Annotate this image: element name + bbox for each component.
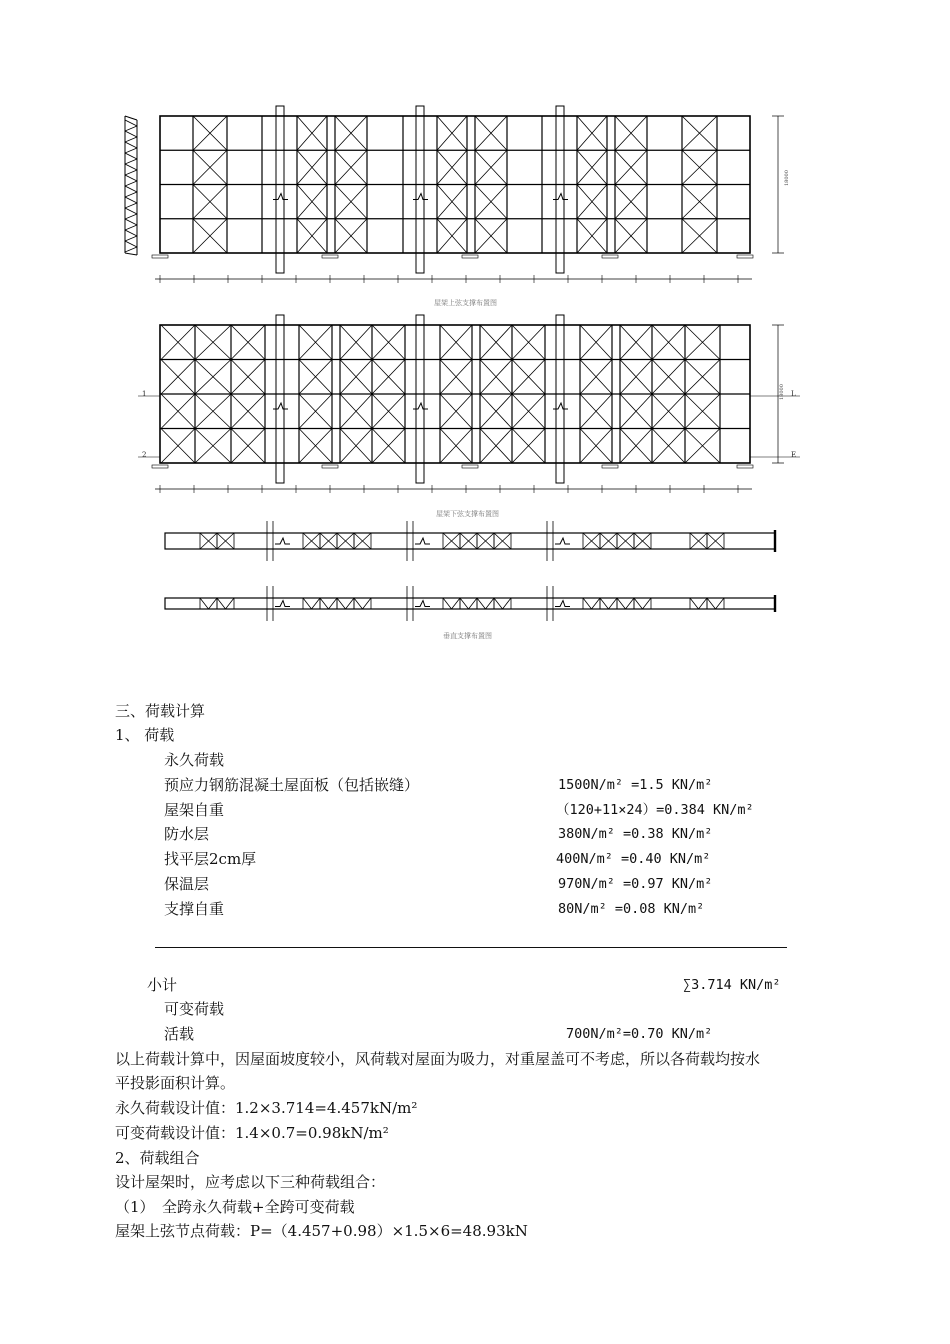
live-load-label: 活载: [164, 1025, 195, 1043]
bottom-chord-bracing-plan: [138, 315, 800, 493]
live-load-value: 700N/m²=0.70 KN/m²: [566, 1026, 713, 1042]
node-load-formula: 屋架上弦节点荷载：P=（4.457+0.98）×1.5×6=48.93kN: [115, 1222, 528, 1240]
bottom-span-dim: 18000: [779, 384, 785, 400]
caption-bottom-chord: 屋架下弦支撑布置图: [436, 510, 499, 518]
load-item-label: 支撑自重: [164, 900, 225, 918]
caption-vertical: 垂直支撑布置图: [443, 632, 492, 640]
vertical-bracing-strip-1: [165, 521, 775, 561]
note-line-1: 以上荷载计算中，因屋面坡度较小，风荷载对屋面为吸力，对重屋盖可不考虑，所以各荷载均按水: [115, 1050, 761, 1068]
caption-top-chord: 屋架上弦支撑布置图: [434, 299, 497, 307]
subsection-loads: 1、 荷载: [115, 726, 175, 744]
permanent-design-value: 永久荷载设计值：1.2×3.714=4.457kN/m²: [115, 1099, 418, 1117]
load-item-value: 970N/m² =0.97 KN/m²: [558, 876, 713, 892]
load-item-value: （120+11×24）=0.384 KN/m²: [556, 802, 754, 818]
section-heading: 三、荷载计算: [115, 702, 206, 720]
load-item-value: 80N/m² =0.08 KN/m²: [558, 901, 705, 917]
subtotal-rule: [155, 947, 787, 948]
top-span-dim: 18000: [784, 170, 790, 186]
load-item-value: 1500N/m² =1.5 KN/m²: [558, 777, 713, 793]
combination-intro: 设计屋架时，应考虑以下三种荷载组合：: [115, 1173, 386, 1191]
truss-side-elevation: [125, 116, 137, 255]
load-item-label: 找平层2cm厚: [164, 850, 257, 868]
note-line-2: 平投影面积计算。: [115, 1074, 236, 1092]
axis-label-2: 2: [142, 451, 147, 459]
load-item-value: 400N/m² =0.40 KN/m²: [556, 851, 711, 867]
load-item-label: 屋架自重: [164, 801, 225, 819]
load-item-label: 防水层: [164, 825, 210, 843]
combination-1: （1） 全跨永久荷载+全跨可变荷载: [115, 1198, 355, 1216]
permanent-load-title: 永久荷载: [164, 751, 225, 769]
load-item-label: 保温层: [164, 875, 210, 893]
support-layout-drawings: [0, 0, 950, 660]
load-item-label: 预应力钢筋混凝土屋面板（包括嵌缝）: [164, 776, 420, 794]
vertical-bracing-strip-2: [165, 586, 775, 621]
variable-design-value: 可变荷载设计值：1.4×0.7=0.98kN/m²: [115, 1124, 389, 1142]
variable-load-title: 可变荷载: [164, 1000, 225, 1018]
axis-label-e: E: [791, 451, 797, 459]
subtotal-label: 小计: [147, 976, 178, 994]
axis-label-1: 1: [142, 390, 147, 398]
subtotal-value: ∑3.714 KN/m²: [683, 977, 781, 993]
top-chord-bracing-plan: [152, 106, 784, 283]
axis-label-l: L: [791, 390, 796, 398]
load-item-value: 380N/m² =0.38 KN/m²: [558, 826, 713, 842]
subsection-combination: 2、荷载组合: [115, 1149, 200, 1167]
